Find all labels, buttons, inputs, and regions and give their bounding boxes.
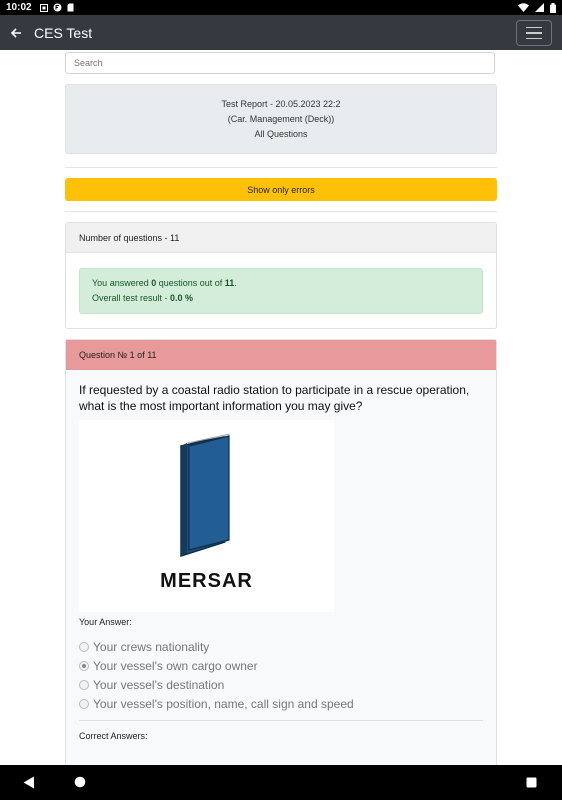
sd-card-icon [67,3,74,12]
app-bar [0,15,562,50]
divider [65,167,497,168]
report-category: (Car. Management (Deck)) [227,113,335,124]
signal-icon [535,3,544,12]
back-nav-icon[interactable] [23,776,35,789]
arrow-left-icon [10,27,22,39]
wifi-icon [518,3,529,12]
answered-suffix: . [234,278,237,288]
search-input[interactable] [65,52,495,74]
answer-option-label: Your vessel's destination [93,677,225,692]
battery-icon [550,3,556,13]
answered-middle: questions out of [156,278,225,288]
hamburger-icon-line [526,32,542,34]
question-text: If requested by a coastal radio station to participate in a rescue operation, what is the most important information you may give? [79,383,470,413]
divider [79,720,483,721]
status-bar [0,0,562,15]
question-image [79,420,334,612]
result-line [92,291,470,306]
summary-header: Number of questions - 11 [66,223,496,253]
summary-card [65,222,497,329]
navigation-bar [0,765,562,800]
question-card [65,339,497,773]
result-value: 0.0 % [170,293,194,303]
answer-option[interactable] [79,675,483,694]
correct-answers-label: Correct Answers: [79,731,148,741]
divider [65,211,497,212]
main-content [65,52,497,773]
answered-prefix: You answered [92,278,152,288]
report-scope: All Questions [254,128,308,139]
home-nav-icon[interactable] [74,776,86,788]
show-only-errors-button[interactable]: Show only errors [65,178,497,201]
summary-body [66,253,496,328]
app-title: CES Test [34,24,93,41]
total-count: 11 [224,278,235,288]
radio-button[interactable] [79,699,89,709]
question-body [66,370,496,772]
answer-option-label: Your vessel's own cargo owner [93,658,258,673]
status-time: 10:02 [6,2,32,13]
answer-option-label: Your vessel's position, name, call sign and speed [93,696,354,711]
answer-option-label: Your crews nationality [93,639,210,654]
radio-button-selected[interactable] [79,661,89,671]
answered-line [92,276,470,291]
hamburger-icon-line [526,27,542,29]
status-notification-icons [40,3,74,12]
answer-options [79,637,483,713]
question-image-label: MERSAR [160,570,253,592]
result-alert [79,268,483,314]
notification-icon [40,4,48,12]
app-notification-icon [53,3,62,12]
back-button[interactable] [4,21,28,45]
recents-nav-icon[interactable] [526,777,537,788]
answer-option[interactable] [79,694,483,713]
status-system-icons [518,3,556,13]
your-answer-label: Your Answer: [79,617,132,627]
result-prefix: Overall test result - [92,293,171,303]
menu-button[interactable] [516,20,552,46]
answer-option[interactable] [79,637,483,656]
test-report-panel [65,84,497,154]
hamburger-icon-line [526,38,542,40]
answered-count: 0 [151,278,157,288]
radio-button[interactable] [79,642,89,652]
question-header: Question № 1 of 11 [66,340,496,370]
radio-button[interactable] [79,680,89,690]
answer-option[interactable] [79,656,483,675]
book-icon [167,432,247,562]
report-date: Test Report - 20.05.2023 22:2 [221,98,341,109]
